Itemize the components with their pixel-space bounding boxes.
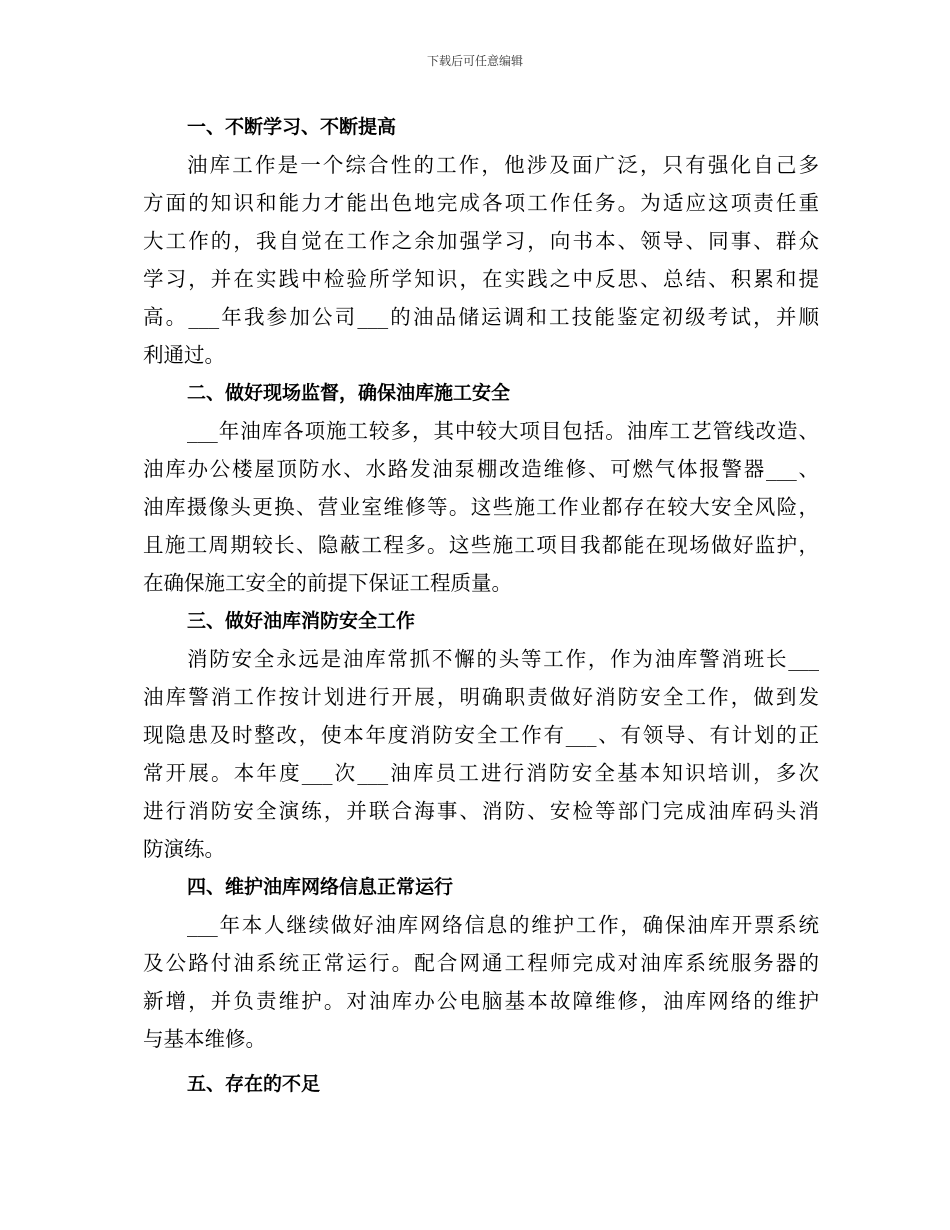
paragraph-line: 大工作的，我自觉在工作之余加强学习，向书本、领导、同事、群众	[143, 229, 819, 253]
section-4	[143, 868, 819, 1058]
paragraph-line: 油库摄像头更换、营业室维修等。这些施工作业都存在较大安全风险，	[143, 495, 819, 519]
paragraph-line: 油库办公楼屋顶防水、水路发油泵棚改造维修、可燃气体报警器___、	[143, 457, 819, 481]
paragraph-line: ___年油库各项施工较多，其中较大项目包括。油库工艺管线改造、	[187, 419, 819, 443]
paragraph-line: 方面的知识和能力才能出色地完成各项工作任务。为适应这项责任重	[143, 191, 819, 215]
paragraph-line: 消防安全永远是油库常抓不懈的头等工作，作为油库警消班长___	[187, 647, 819, 671]
section-heading: 三、做好油库消防安全工作	[187, 610, 416, 632]
header-note: 下载后可任意编辑	[426, 54, 523, 68]
paragraph-line: 在确保施工安全的前提下保证工程质量。	[143, 571, 512, 595]
paragraph-line: 与基本维修。	[143, 1027, 266, 1051]
section-5	[143, 1065, 819, 1103]
section-3	[143, 602, 819, 868]
paragraph-line: 常开展。本年度___次___油库员工进行消防安全基本知识培训，多次	[143, 761, 819, 785]
section-2	[143, 374, 819, 602]
section-1	[143, 108, 819, 374]
paragraph-line: 防演练。	[143, 837, 225, 861]
section-heading: 五、存在的不足	[187, 1073, 321, 1095]
section-heading: 二、做好现场监督，确保油库施工安全	[187, 382, 511, 404]
paragraph-line: ___年本人继续做好油库网络信息的维护工作，确保油库开票系统	[187, 913, 819, 937]
spacer	[143, 1058, 819, 1065]
document-body	[143, 108, 819, 1103]
paragraph-line: 现隐患及时整改，使本年度消防安全工作有___、有领导、有计划的正	[143, 723, 819, 747]
paragraph-line: 且施工周期较长、隐蔽工程多。这些施工项目我都能在现场做好监护，	[143, 533, 819, 557]
section-heading: 一、不断学习、不断提高	[187, 116, 397, 138]
paragraph-line: 利通过。	[143, 343, 225, 367]
paragraph-line: 及公路付油系统正常运行。配合网通工程师完成对油库系统服务器的	[143, 951, 819, 975]
paragraph-line: 学习，并在实践中检验所学知识，在实践之中反思、总结、积累和提	[143, 267, 819, 291]
paragraph-line: 油库工作是一个综合性的工作，他涉及面广泛，只有强化自己多	[187, 153, 819, 177]
paragraph-line: 油库警消工作按计划进行开展，明确职责做好消防安全工作，做到发	[143, 685, 819, 709]
paragraph-line: 高。___年我参加公司___的油品储运调和工技能鉴定初级考试，并顺	[143, 305, 819, 329]
paragraph-line: 进行消防安全演练，并联合海事、消防、安检等部门完成油库码头消	[143, 799, 819, 823]
paragraph-line: 新增，并负责维护。对油库办公电脑基本故障维修，油库网络的维护	[143, 989, 819, 1013]
section-heading: 四、维护油库网络信息正常运行	[187, 876, 454, 898]
